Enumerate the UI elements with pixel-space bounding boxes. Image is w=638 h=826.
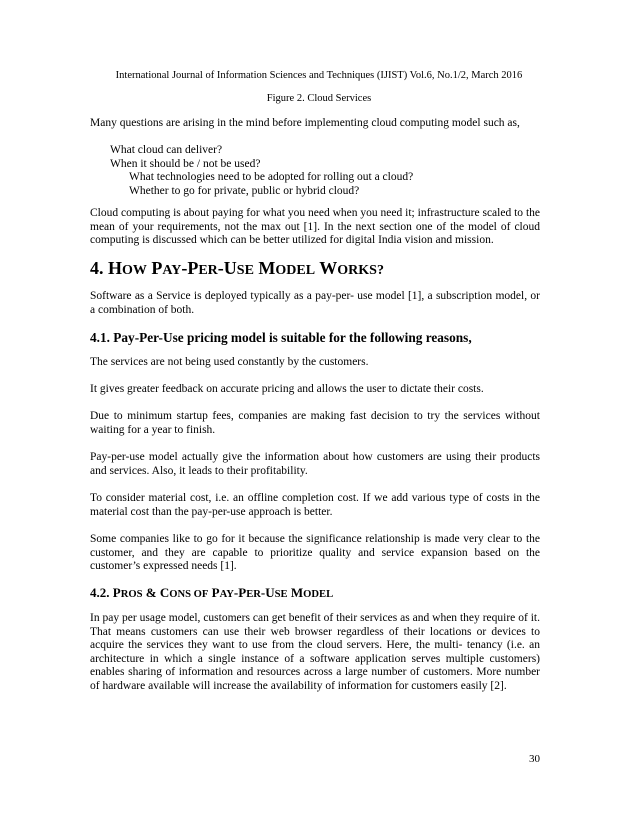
section-4-heading: 4. HOW PAY-PER-USE MODEL WORKS?: [90, 258, 384, 278]
question-item: What technologies need to be adopted for rolling out a cloud?: [129, 171, 414, 183]
reason-paragraph: Pay-per-use model actually give the information about how customers are using their products and services. Also, it leads to their profitability.: [90, 451, 540, 477]
journal-header: International Journal of Information Sciences and Techniques (IJIST) Vol.6, No.1/2, March 2016: [115, 70, 523, 81]
section-4-paragraph: Software as a Service is deployed typically as a pay-per- use model [1], a subscription model, or a combination of both.: [90, 290, 540, 316]
reason-paragraph: The services are not being used constantly by the customers.: [90, 356, 369, 368]
intro-paragraph: Cloud computing is about paying for what you need when you need it; infrastructure scaled to the mean of your requirements, not the max out [1]. In the next section one of the model of cloud computing is discussed which can be better utilized for digital India vision and mission.: [90, 207, 540, 247]
question-item: What cloud can deliver?: [110, 144, 223, 156]
section-4-2-heading: 4.2. PROS & CONS OF PAY-PER-USE MODEL: [90, 585, 334, 600]
reason-paragraph: To consider material cost, i.e. an offline completion cost. If we add various type of costs in the material cost than the pay-per-use approach is better.: [90, 492, 540, 518]
question-item: When it should be / not be used?: [110, 158, 261, 170]
section-4-1-heading: 4.1. Pay-Per-Use pricing model is suitable for the following reasons,: [90, 330, 472, 345]
reason-paragraph: Due to minimum startup fees, companies are making fast decision to try the services without waiting for a year to finish.: [90, 410, 540, 436]
section-4-2-paragraph: In pay per usage model, customers can get benefit of their services as and when they require of it. That means customers can use their web browser regardless of their locations or devices to acquire the services they want to use from the cloud servers. Here, the multi- tenancy (i.e. an architecture in which a single instance of a software application serves multiple customers) enables sharing of information and resources across a large number of customers. More number of hardware available will increase the availability of information for customers easily [2].: [90, 612, 540, 692]
reason-paragraph: It gives greater feedback on accurate pricing and allows the user to dictate their costs.: [90, 383, 484, 395]
question-item: Whether to go for private, public or hybrid cloud?: [129, 185, 360, 197]
intro-lead: Many questions are arising in the mind before implementing cloud computing model such as,: [90, 117, 520, 129]
reason-paragraph: Some companies like to go for it because the significance relationship is made very clear to the customer, and they are capable to prioritize quality and service expansion based on the customer’s expressed needs [1].: [90, 533, 540, 573]
figure-caption: Figure 2. Cloud Services: [266, 93, 372, 104]
page-number: 30: [529, 753, 540, 765]
